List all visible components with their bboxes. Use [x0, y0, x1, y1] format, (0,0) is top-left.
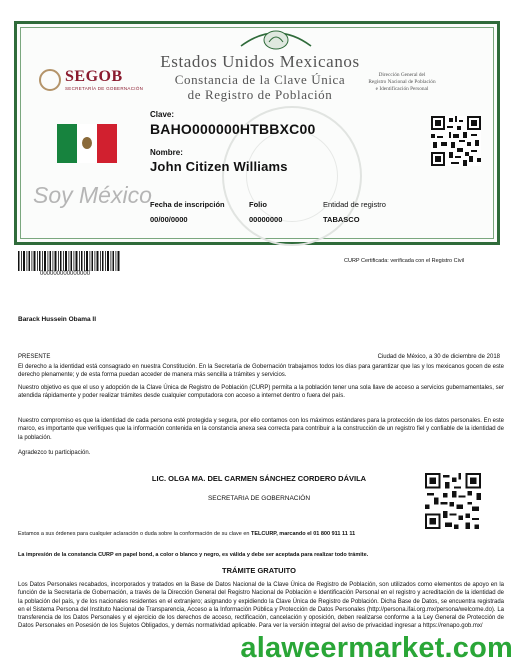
fecha-inscripcion-value: 00/00/0000 [150, 215, 188, 224]
contact-note [18, 530, 355, 538]
coat-of-arms-icon [239, 26, 313, 52]
fecha-inscripcion-label: Fecha de inscripción [150, 200, 225, 209]
curp-certificate-card [14, 21, 500, 245]
clave-label: Clave: [150, 110, 175, 119]
folio-label: Folio [249, 200, 267, 209]
privacy-notice-paragraph: Los Datos Personales recabados, incorporados y tratados en la Base de Datos Nacional de la Clave Única de Registro de Población, son utilizados como elementos de apoyo en la función de la Secretaría de Gobernación, a través de la Dirección General del Registro Nacional de Población e Identificación Personal en el registro y acreditación de la identidad de la población del país, y de los nacionales residentes en el extranjero; asignando y expidiendo la Clave Única de Registro de Población. Dicha Base de Datos, se encuentra registrada en el Sistema Persona del Instituto Nacional de Transparencia, Acceso a la Información Pública y Protección de Datos Personales (http://persona.ifai.org.mx/persona/welcome.do). La transferencia de los Datos Personales y el ejercicio de los derechos de acceso, rectificación, cancelación y oposición, deben realizarse conforme a la Ley General de Protección de Datos Personales en Posesión de los Sujetos Obligados, y demás normatividad aplicable. Para ver la versión integral del aviso de privacidad ingresar a https://renapo.gob.mx/ [18, 582, 504, 630]
nombre-value: John Citizen Williams [150, 159, 288, 174]
letter-date: Ciudad de México, a 30 de diciembre de 2018 [377, 354, 500, 360]
clave-value: BAHO000000HTBBXC00 [150, 121, 316, 137]
title-line-2: Constancia de la Clave Única [174, 72, 346, 87]
site-watermark: alaweermarket.com [240, 632, 513, 664]
entidad-label: Entidad de registro [323, 200, 386, 209]
segob-logo-text: SEGOB [65, 68, 123, 85]
barcode-number: 000000000000000 [40, 271, 91, 277]
curp-certificada-note: CURP Certificada: verificada con el Registro Civil [344, 258, 465, 264]
title-line-3: de Registro de Población [187, 87, 333, 102]
agradezco-text: Agradezco tu participación. [18, 450, 91, 456]
contact-note-prefix: Estamos a sus órdenes para cualquier aclaración o duda sobre la conformación de su clave en [18, 531, 250, 537]
qr-code-card [431, 116, 481, 166]
signatory-name: LIC. OLGA MA. DEL CARMEN SÁNCHEZ CORDERO DÁVILA [151, 474, 367, 483]
telcurp-phone: TELCURP, marcando el 01 800 911 11 11 [250, 531, 356, 537]
folio-value: 00000000 [249, 215, 283, 224]
dgr-line: Registro Nacional de Población [368, 79, 436, 85]
segob-logo-subtitle: SECRETARÍA DE GOBERNACIÓN [65, 86, 144, 91]
dgr-heading [347, 72, 457, 93]
signatory-title: SECRETARIA DE GOBERNACIÓN [207, 495, 311, 502]
paragraph-objetivo: Nuestro objetivo es que el uso y adopción de la Clave Única de Registro de Población (CURP) permita a la población tener una sola llave de acceso a servicios gubernamentales, ser atendida rápidamente y poder realizar trámites desde cualquier computadora con acceso a internet dentro o fuera del país. [18, 385, 504, 400]
dgr-line: Dirección General del [378, 72, 426, 78]
qr-code-letter [425, 473, 481, 529]
soy-mexico-logo: Soy México [33, 182, 152, 208]
entidad-value: TABASCO [323, 215, 360, 224]
barcode [18, 251, 120, 271]
paragraph-compromiso: Nuestro compromiso es que la identidad de cada persona esté protegida y segura, por ello contamos con los máximos estándares para la protección de los datos personales. En este marco, es importante que verifiques que la información contenida en la constancia anexa sea correcta para contribuir a la construcción de un registro fiel y confiable de la identidad de la población. [18, 418, 504, 441]
presente-label: PRESENTE [18, 354, 51, 360]
recipient-name: Barack Hussein Obama II [18, 316, 97, 323]
tramite-gratuito-heading: TRÁMITE GRATUITO [222, 566, 296, 575]
mexican-flag-icon [57, 124, 117, 163]
dgr-line: e Identificación Personal [375, 86, 429, 92]
paragraph-identidad: El derecho a la identidad está consagrado en nuestra Constitución. En la Secretaría de Gobernación trabajamos todos los días para garantizar que las y los mexicanos gocen de este derecho plenamente; y de esta forma puedan acceder de manera más sencilla a trámites y servicios. [18, 364, 504, 379]
impresion-note: La impresión de la constancia CURP en papel bond, a color o blanco y negro, es válida y debe ser aceptada para realizar todo trámite. [18, 552, 369, 558]
title-line-1: Estados Unidos Mexicanos [160, 52, 360, 71]
nombre-label: Nombre: [150, 148, 183, 157]
